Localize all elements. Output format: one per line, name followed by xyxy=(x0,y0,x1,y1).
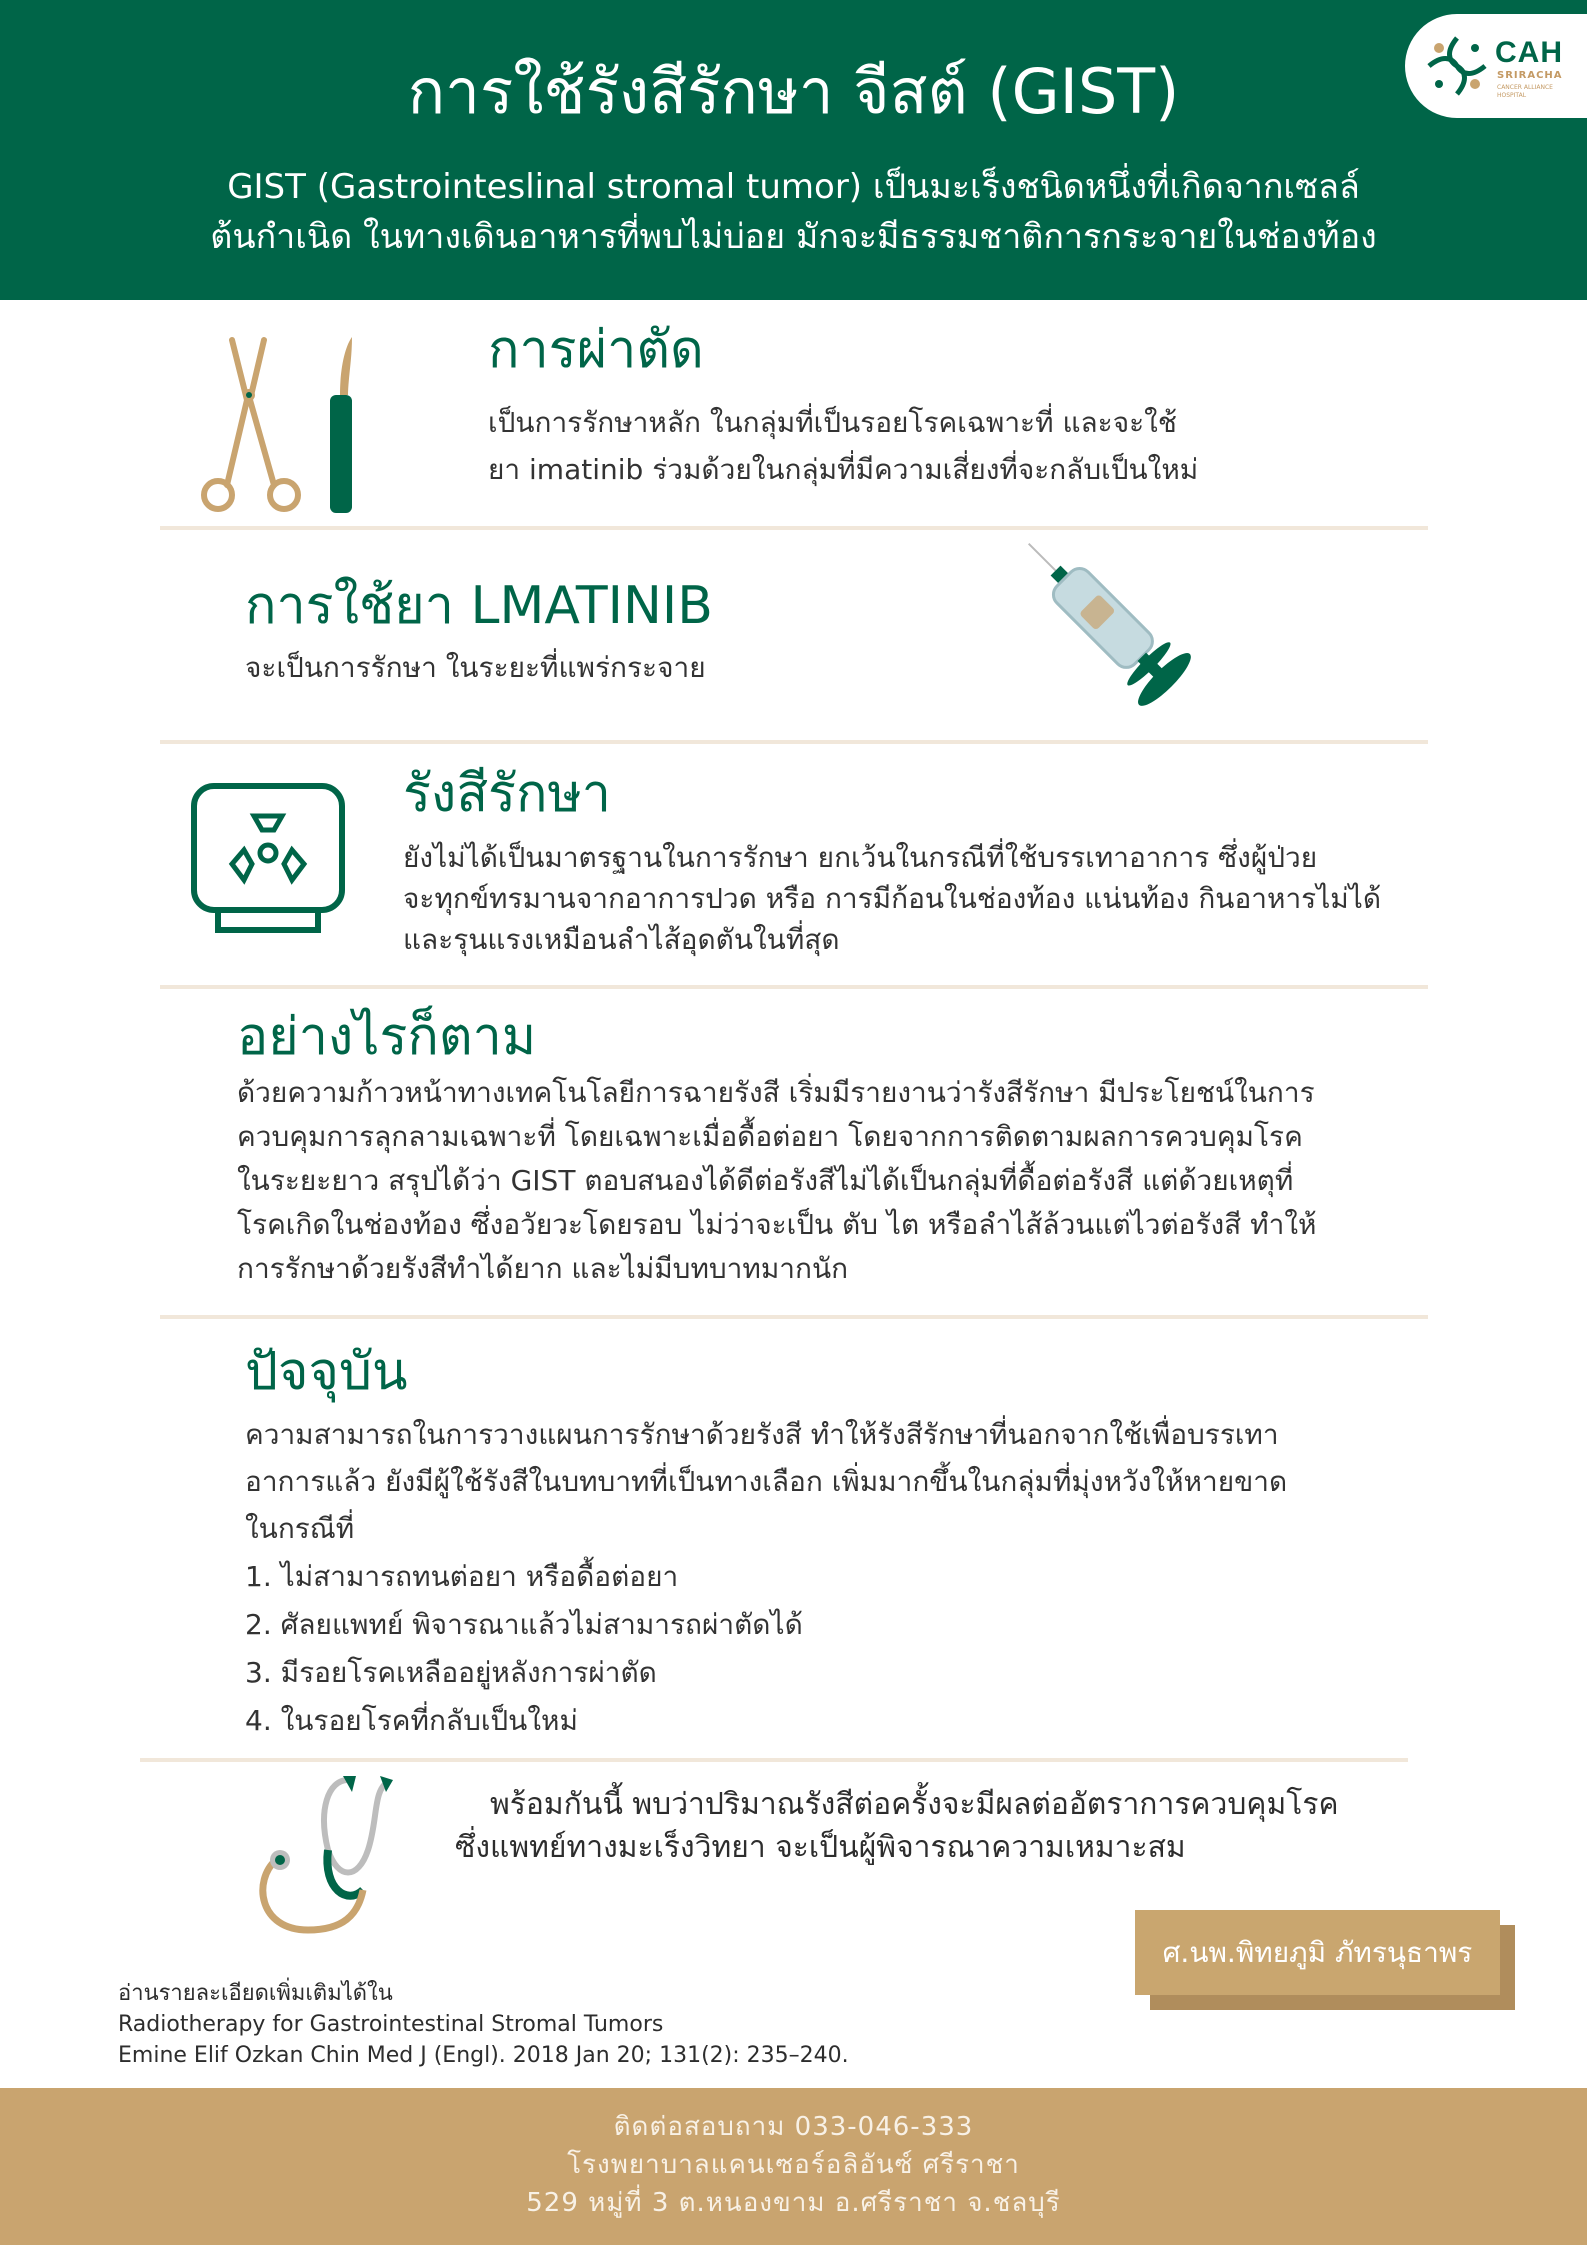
footer-phone: ติดต่อสอบถาม 033-046-333 xyxy=(613,2112,974,2142)
references xyxy=(118,1978,849,2071)
radiation-line1: ยังไม่ได้เป็นมาตรฐานในการรักษา ยกเว้นในกรณีที่ใช้บรรเทาอาการ ซึ่งผู้ป่วย xyxy=(403,841,1318,874)
reference-citation: Emine Elif Ozkan Chin Med J (Engl). 2018 Jan 20; 131(2): 235–240. xyxy=(118,2043,849,2068)
logo-name: CAH xyxy=(1495,36,1563,69)
note-line2: ซึ่งแพทย์ทางมะเร็งวิทยา จะเป็นผู้พิจารณาความเหมาะสม xyxy=(455,1830,1186,1865)
author-badge: ศ.นพ.พิทยภูมิ ภัทรนุธาพร xyxy=(1135,1910,1500,1995)
drug-title: การใช้ยา LMATINIB xyxy=(245,576,713,636)
current-list-item: 1. ไม่สามารถทนต่อยา หรือดื้อต่อยา xyxy=(245,1560,679,1593)
radiation-line2: จะทุกข์ทรมานจากอาการปวด หรือ การมีก้อนในช่องท้อง แน่นท้อง กินอาหารไม่ได้ xyxy=(403,882,1382,915)
radiation-title: รังสีรักษา xyxy=(403,764,611,824)
cah-logo-icon xyxy=(1425,34,1489,98)
current-line2: อาการแล้ว ยังมีผู้ใช้รังสีในบทบาทที่เป็นทางเลือก เพิ่มมากขึ้นในกลุ่มที่มุ่งหวังให้หายขาด xyxy=(245,1465,1288,1498)
stethoscope-icon xyxy=(248,1770,418,1940)
section-divider xyxy=(160,740,1428,744)
current-list-item: 3. มีรอยโรคเหลืออยู่หลังการผ่าตัด xyxy=(245,1656,657,1689)
section-divider xyxy=(160,1315,1428,1319)
header-banner xyxy=(0,0,1587,300)
reference-title: Radiotherapy for Gastrointestinal Stromal Tumors xyxy=(118,2012,664,2037)
radiation-line3: และรุนแรงเหมือนลำไส้อุดตันในที่สุด xyxy=(403,923,840,956)
footer-contact xyxy=(0,2088,1587,2245)
note-line1: พร้อมกันนี้ พบว่าปริมาณรังสีต่อครั้งจะมีผลต่ออัตราการควบคุมโรค xyxy=(490,1787,1339,1822)
logo-location: SRIRACHA xyxy=(1497,70,1563,81)
drug-line1: จะเป็นการรักษา ในระยะที่แพร่กระจาย xyxy=(245,651,706,684)
references-intro: อ่านรายละเอียดเพิ่มเติมได้ใน xyxy=(118,1981,393,2006)
current-title: ปัจจุบัน xyxy=(245,1342,408,1402)
syringe-icon xyxy=(1010,530,1210,720)
section-divider xyxy=(160,985,1428,989)
scalpel-icon xyxy=(322,335,362,515)
however-title: อย่างไรก็ตาม xyxy=(237,1007,537,1067)
section-divider xyxy=(140,1758,1408,1762)
page-title: การใช้รังสีรักษา จีสต์ (GIST) xyxy=(407,55,1180,128)
however-line2: ควบคุมการลุกลามเฉพาะที่ โดยเฉพาะเมื่อดื้อต่อยา โดยจากการติดตามผลการควบคุมโรค xyxy=(237,1120,1303,1153)
current-line1: ความสามารถในการวางแผนการรักษาด้วยรังสี ทำให้รังสีรักษาที่นอกจากใช้เพื่อบรรเทา xyxy=(245,1418,1279,1451)
header-subtitle-line1: GIST (Gastrointeslinal stromal tumor) เป็นมะเร็งชนิดหนึ่งที่เกิดจากเซลล์ xyxy=(227,167,1360,207)
header-subtitle-line2: ต้นกำเนิด ในทางเดินอาหารที่พบไม่บ่อย มักจะมีธรรมชาติการกระจายในช่องท้อง xyxy=(210,217,1377,257)
footer-hospital: โรงพยาบาลแคนเซอร์อลิอันซ์ ศรีราชา xyxy=(567,2150,1020,2180)
radiation-icon xyxy=(188,780,348,940)
hospital-logo xyxy=(1405,14,1587,118)
however-line5: การรักษาด้วยรังสีทำได้ยาก และไม่มีบทบาทมากนัก xyxy=(237,1252,849,1285)
surgery-line1: เป็นการรักษาหลัก ในกลุ่มที่เป็นรอยโรคเฉพาะที่ และจะใช้ xyxy=(488,406,1177,439)
however-line1: ด้วยความก้าวหน้าทางเทคโนโลยีการฉายรังสี เริ่มมีรายงานว่ารังสีรักษา มีประโยชน์ในการ xyxy=(237,1076,1315,1109)
however-line4: โรคเกิดในช่องท้อง ซึ่งอวัยวะโดยรอบ ไม่ว่าจะเป็น ตับ ไต หรือลำไส้ล้วนแต่ไวต่อรังสี ทำให้ xyxy=(237,1208,1317,1241)
current-list-item: 2. ศัลยแพทย์ พิจารณาแล้วไม่สามารถผ่าตัดได้ xyxy=(245,1608,803,1641)
surgery-title: การผ่าตัด xyxy=(488,320,704,380)
surgery-line2: ยา imatinib ร่วมด้วยในกลุ่มที่มีความเสี่ยงที่จะกลับเป็นใหม่ xyxy=(488,453,1199,486)
current-list-item: 4. ในรอยโรคที่กลับเป็นใหม่ xyxy=(245,1704,578,1737)
logo-subtext: CANCER ALLIANCE HOSPITAL xyxy=(1497,84,1553,99)
however-line3: ในระยะยาว สรุปได้ว่า GIST ตอบสนองได้ดีต่อรังสีไม่ได้เป็นกลุ่มที่ดื้อต่อรังสี แต่ด้วยเหตุที่ xyxy=(237,1164,1294,1197)
footer-address: 529 หมู่ที่ 3 ต.หนองขาม อ.ศรีราชา จ.ชลบุรี xyxy=(526,2188,1061,2218)
scissors-icon xyxy=(192,335,312,515)
section-divider xyxy=(160,526,1428,530)
current-line3: ในกรณีที่ xyxy=(245,1512,355,1545)
